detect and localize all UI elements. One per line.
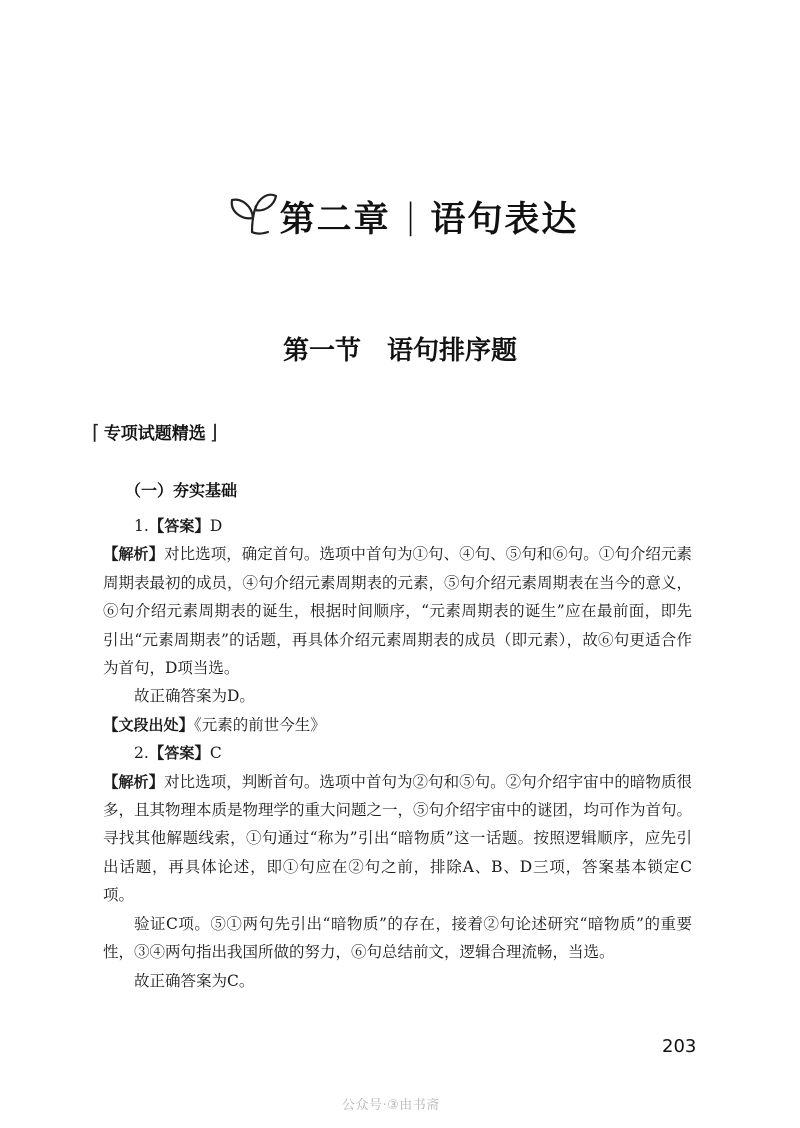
q1-analysis-label: 解析 xyxy=(118,545,149,564)
section-heading xyxy=(0,330,800,367)
q2-analysis: 【解析】对比选项，判断首句。选项中首句为②句和⑤句。②句介绍宇宙中的暗物质很多，且其物理本质是物理学的重大问题之一，⑤句介绍宇宙中的谜团，均可作为首句。寻找其他解题线索，①句通过“称为”引出“暗物质”这一话题。按照逻辑顺序，应先引出话题，再具体论述，即①句应在②句之前，排除A、B、D三项，答案基本锁定C项。 xyxy=(103,772,693,905)
q2-analysis-label: 解析 xyxy=(118,772,149,791)
q1-analysis-text: 对比选项，确定首句。选项中首句为①句、④句、⑤句和⑥句。①句介绍元素周期表最初的成员，④句介绍元素周期表的元素，⑤句介绍元素周期表在当今的意义，⑥句介绍元素周期表的诞生，根据时间顺序，“元素周期表的诞生”应在最前面，即先引出“元素周期表”的话题，再具体介绍元素周期表的成员（即元素），故⑥句更适合作为首句，D项当选。 xyxy=(103,545,693,678)
q2-conclusion: 故正确答案为C。 xyxy=(134,971,255,990)
bracket-heading xyxy=(92,419,218,444)
q1-analysis: 【解析】对比选项，确定首句。选项中首句为①句、④句、⑤句和⑥句。①句介绍元素周期表最初的成员，④句介绍元素周期表的元素，⑤句介绍元素周期表在当今的意义，⑥句介绍元素周期表的诞生，根据时间顺序，“元素周期表的诞生”应在最前面，即先引出“元素周期表”的话题，再具体介绍元素周期表的成员（即元素），故⑥句更适合作为首句，D项当选。 xyxy=(103,545,693,678)
q1-answer-line: 1.【答案】D xyxy=(134,517,223,535)
section-number: 第一节 xyxy=(282,336,361,366)
body-text xyxy=(103,512,692,995)
q2-number: 2. xyxy=(134,744,149,763)
chapter-heading xyxy=(0,192,800,242)
chapter-number: 第二章 xyxy=(279,200,391,240)
q2-verification: 验证C项。⑤①两句先引出“暗物质”的存在，接着②句论述研究“暗物质”的重要性，③④两句指出我国所做的努力，⑥句总结前文，逻辑合理流畅，当选。 xyxy=(103,914,692,962)
q2-answer-value: C xyxy=(209,744,222,763)
q1-answer-label: 答案 xyxy=(164,517,195,535)
q2-analysis-text: 对比选项，判断首句。选项中首句为②句和⑤句。②句介绍宇宙中的暗物质很多，且其物理本质是物理学的重大问题之一，⑤句介绍宇宙中的谜团，均可作为首句。寻找其他解题线索，①句通过“称为”引出“暗物质”这一话题。按照逻辑顺序，应先引出话题，再具体论述，即①句应在②句之前，排除A、B、D三项，答案基本锁定C项。 xyxy=(103,772,693,905)
subheading: （一）夯实基础 xyxy=(125,481,238,500)
left-bracket: ⌈ xyxy=(92,419,100,444)
right-bracket: ⌋ xyxy=(209,419,218,444)
q2-answer-line: 2.【答案】C xyxy=(134,744,222,763)
q1-source-label: 文段出处 xyxy=(118,715,179,734)
q1-conclusion: 故正确答案为D。 xyxy=(134,687,255,706)
q1-source: 【文段出处】《元素的前世今生》 xyxy=(103,715,326,734)
q1-answer-value: D xyxy=(209,517,223,535)
q1-source-text: 《元素的前世今生》 xyxy=(194,715,326,734)
sprout-icon xyxy=(222,188,278,238)
section-title: 语句排序题 xyxy=(387,336,518,366)
q2-answer-label: 答案 xyxy=(164,744,195,763)
watermark: 公众号·③由书斋 xyxy=(342,1098,440,1113)
bracket-heading-text: 专项试题精选 xyxy=(103,424,206,444)
chapter-separator: | xyxy=(404,197,417,237)
q1-number: 1. xyxy=(134,517,149,535)
page-number: 203 xyxy=(662,1036,697,1057)
chapter-title: 语句表达 xyxy=(430,200,579,240)
